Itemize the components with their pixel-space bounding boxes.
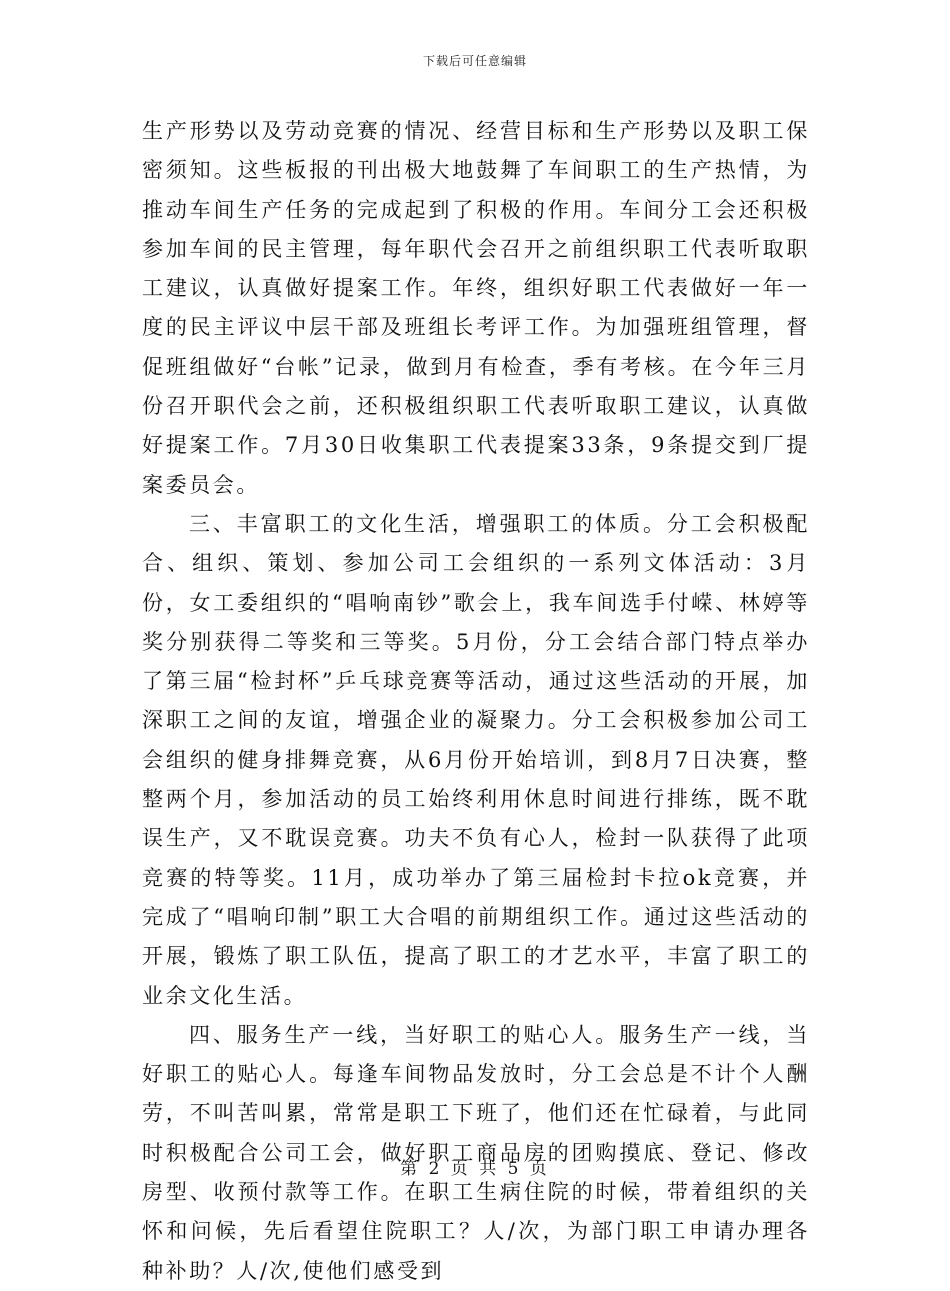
paragraph-section-four: 四、服务生产一线，当好职工的贴心人。服务生产一线，当好职工的贴心人。每逢车间物品发放时，分工会总是不计个人酬劳，不叫苦叫累，常常是职工下班了，他们还在忙碌着，与此同时积极配合公司工会，做好职工商品房的团购摸底、登记、修改房型、收预付款等工作。在职工生病住院的时候，带着组织的关怀和问候，先后看望住院职工？人/次，为部门职工申请办理各种补助？人/次,使他们感受到 <box>142 1022 810 1283</box>
page-number: 第 2 页 共 5 页 <box>400 1159 550 1179</box>
paragraph-continued: 生产形势以及劳动竞赛的情况、经营目标和生产形势以及职工保密须知。这些板报的刊出极大地鼓舞了车间职工的生产热情，为推动车间生产任务的完成起到了积极的作用。车间分工会还积极参加车间的民主管理，每年职代会召开之前组织职工代表听取职工建议，认真做好提案工作。年终，组织好职工代表做好一年一度的民主评议中层干部及班组长考评工作。为加强班组管理，督促班组做好“台帐”记录，做到月有检查，季有考核。在今年三月份召开职代会之前，还积极组织职工代表听取职工建议，认真做好提案工作。7月30日收集职工代表提案33条，9条提交到厂提案委员会。 <box>142 119 810 497</box>
paragraph-section-three: 三、丰富职工的文化生活，增强职工的体质。分工会积极配合、组织、策划、参加公司工会组织的一系列文体活动：3月份，女工委组织的“唱响南钞”歌会上，我车间选手付嵘、林婷等奖分别获得二等奖和三等奖。5月份，分工会结合部门特点举办了第三届“检封杯”乒乓球竞赛等活动，通过这些活动的开展，加深职工之间的友谊，增强企业的凝聚力。分工会积极参加公司工会组织的健身排舞竞赛，从6月份开始培训，到8月7日决赛，整整两个月，参加活动的员工始终利用休息时间进行排练，既不耽误生产，又不耽误竞赛。功夫不负有心人，检封一队获得了此项竞赛的特等奖。11月，成功举办了第三届检封卡拉ok竞赛，并完成了“唱响印制”职工大合唱的前期组织工作。通过这些活动的开展，锻炼了职工队伍，提高了职工的才艺水平，丰富了职工的业余文化生活。 <box>142 511 810 1008</box>
document-body <box>142 112 810 1291</box>
page-header: 下载后可任意编辑 <box>422 54 527 68</box>
